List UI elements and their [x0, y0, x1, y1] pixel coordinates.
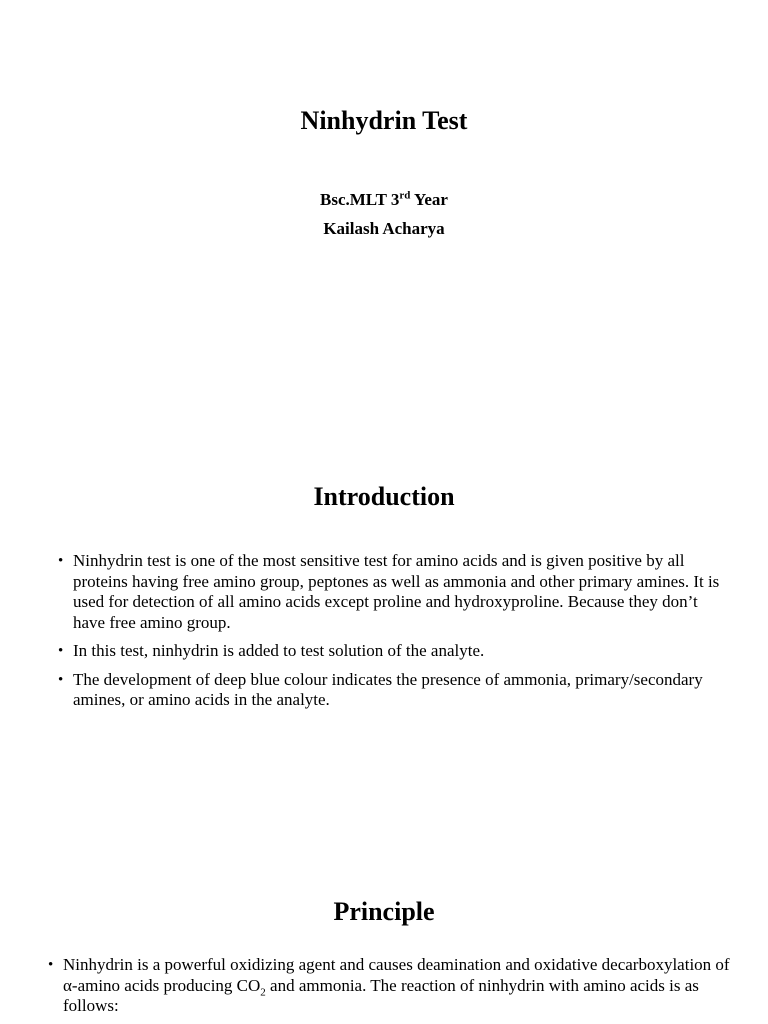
page-title: Ninhydrin Test — [300, 106, 468, 135]
bullet-icon: • — [58, 553, 64, 569]
introduction-slide — [0, 470, 768, 770]
course-line — [0, 190, 768, 210]
list-item — [57, 670, 729, 711]
co2-subscript: 2 — [260, 985, 266, 998]
author-name: Kailash Acharya — [323, 219, 445, 238]
course-prefix: Bsc.MLT 3 — [320, 190, 400, 209]
list-item-text: Ninhydrin test is one of the most sensitive test for amino acids and is given positive by all proteins having free amino group, peptones as well as ammonia and other primary amines. It is used for detection of all amino acids except proline and hydroxyproline. Because they don’t have free amino group. — [73, 551, 720, 632]
list-item-text-part2: and ammonia. The reaction of ninhydrin with amino acids is as follows: — [63, 975, 699, 1015]
introduction-heading: Introduction — [313, 482, 455, 511]
list-item-text-part1: Ninhydrin is a powerful oxidizing agent and causes deamination and oxidative decarboxylation of α-amino acids producing CO — [63, 955, 730, 995]
bullet-icon: • — [58, 643, 64, 659]
principle-heading: Principle — [333, 897, 435, 926]
principle-bullet-list — [47, 955, 747, 1017]
principle-slide — [0, 885, 768, 1024]
list-item — [57, 551, 729, 633]
list-item — [47, 955, 747, 1017]
title-slide — [0, 0, 768, 330]
introduction-bullet-list — [57, 551, 729, 711]
list-item-text: In this test, ninhydrin is added to test solution of the analyte. — [73, 641, 485, 660]
bullet-icon: • — [58, 671, 64, 688]
list-item-text: The development of deep blue colour indicates the presence of ammonia, primary/secondary amines, or amino acids in the analyte. — [73, 669, 703, 709]
bullet-icon: • — [48, 957, 54, 973]
course-superscript: rd — [399, 189, 411, 202]
course-suffix: Year — [410, 190, 448, 209]
list-item — [57, 641, 729, 662]
